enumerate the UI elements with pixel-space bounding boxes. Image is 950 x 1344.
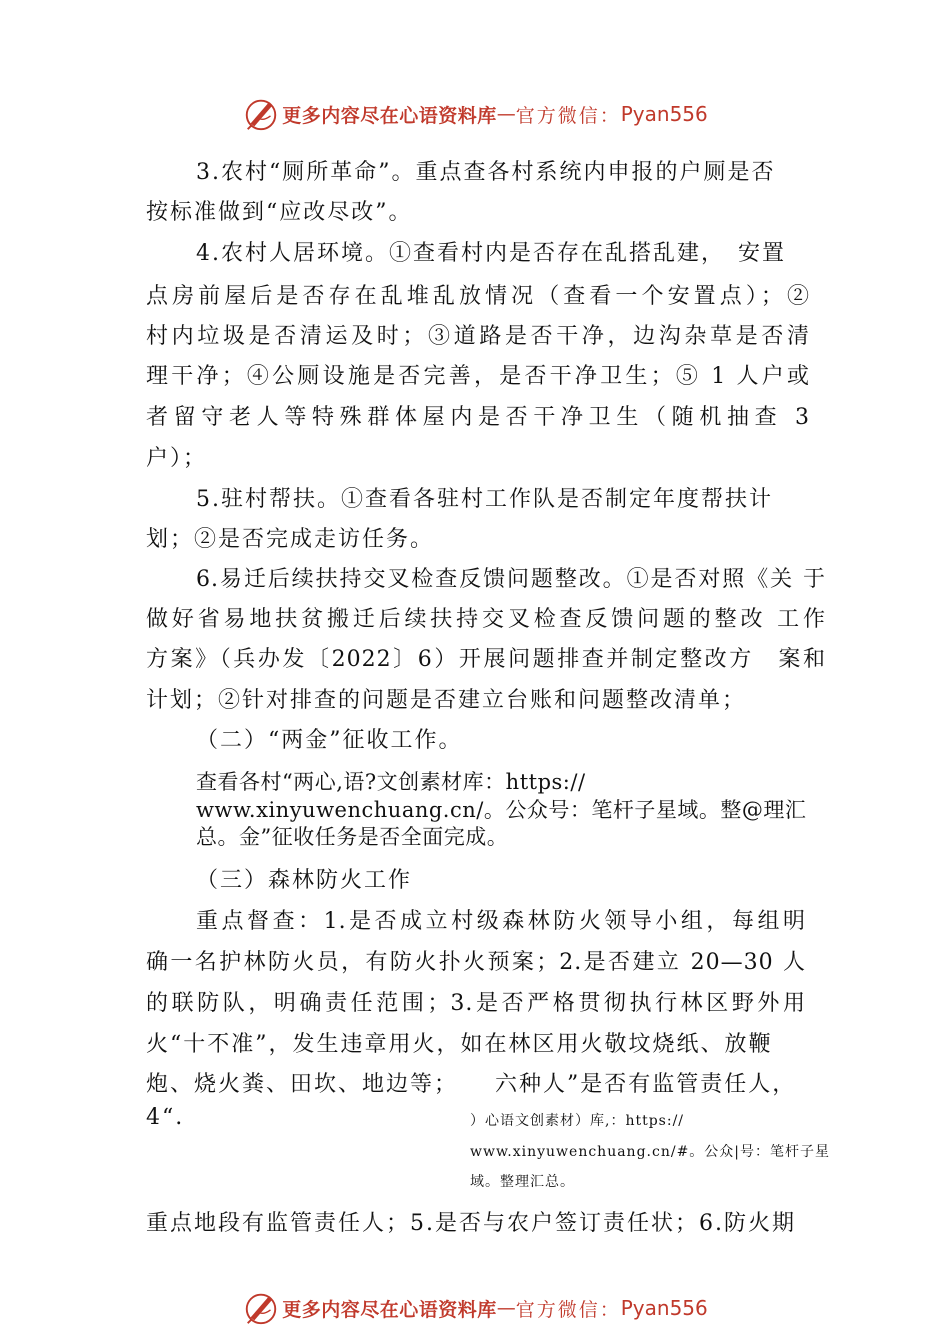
- body-line-20: 重点督查：1.是否成立村级森林防火领导小组，每组明: [196, 909, 806, 934]
- body-line-26: 重点地段有监管责任人；5.是否与农户签订责任状；6.防火期: [146, 1211, 796, 1236]
- note-line-3: 域。整理汇总。: [470, 1174, 575, 1190]
- body-line-10: 划；②是否完成走访任务。: [146, 527, 435, 552]
- note-line-1: ）心语文创素材）库,：https://: [470, 1113, 685, 1129]
- body-line-13: 方案》（兵办发〔2022〕6）开展问题排查并制定整改方 案和: [146, 647, 826, 672]
- section-heading-two: （二）“两金”征收工作。: [196, 728, 463, 753]
- body-line-16: 查看各村“两心,语?文创素材库：https://: [196, 770, 586, 794]
- body-line-7: 者留守老人等特殊群体屋内是否干净卫生（随机抽查 3: [146, 405, 810, 430]
- section-heading-three: （三）森林防火工作: [196, 868, 413, 893]
- pen-logo-icon: [242, 95, 280, 133]
- footer-title: 更多内容尽在心语资料库: [282, 1298, 497, 1321]
- header-title: 更多内容尽在心语资料库: [282, 104, 497, 127]
- body-line-23: 火“十不准”，发生违章用火，如在林区用火敬坟烧纸、放鞭: [146, 1032, 773, 1057]
- body-line-3: 4.农村人居环境。①查看村内是否存在乱搭乱建， 安置: [196, 241, 786, 266]
- footer-banner: [0, 1288, 950, 1328]
- body-line-5: 村内垃圾是否清运及时；③道路是否干净，边沟杂草是否清: [146, 324, 810, 349]
- body-line-25: 4“.: [146, 1105, 185, 1130]
- body-line-18: 总。金”征收任务是否全面完成。: [196, 825, 509, 849]
- note-line-2: www.xinyuwenchuang.cn/#。公众|号：笔杆子星: [470, 1144, 831, 1160]
- body-line-2: 按标准做到“应改尽改”。: [146, 200, 413, 225]
- body-line-1: 3.农村“厕所革命”。重点查各村系统内申报的户厕是否: [196, 160, 776, 185]
- body-line-9: 5.驻村帮扶。①查看各驻村工作队是否制定年度帮扶计: [196, 487, 773, 512]
- header-subtitle: 官方微信：: [515, 104, 621, 127]
- body-line-6: 理干净；④公厕设施是否完善，是否干净卫生；⑤ 1 人户或: [146, 364, 810, 389]
- footer-dash: —: [496, 1297, 516, 1319]
- body-line-4: 点房前屋后是否存在乱堆乱放情况（查看一个安置点）；②: [146, 284, 810, 309]
- body-line-11: 6.易迁后续扶持交叉检查反馈问题整改。①是否对照《关 于: [196, 567, 826, 592]
- pen-logo-icon: [242, 1289, 280, 1327]
- body-line-22: 的联防队，明确责任范围；3.是否严格贯彻执行林区野外用: [146, 991, 806, 1016]
- body-line-24: 炮、烧火粪、田坎、地边等； 六种人”是否有监管责任人，: [146, 1072, 797, 1097]
- body-line-12: 做好省易地扶贫搬迁后续扶持交叉检查反馈问题的整改 工作: [146, 607, 826, 632]
- body-line-8: 户）；: [146, 446, 208, 471]
- header-banner: [0, 94, 950, 134]
- footer-wechat-id: Pyan556: [620, 1296, 708, 1320]
- body-line-21: 确一名护林防火员，有防火扑火预案；2.是否建立 20—30 人: [146, 950, 806, 975]
- body-line-14: 计划；②针对排查的问题是否建立台账和问题整改清单；: [146, 688, 747, 713]
- header-wechat-id: Pyan556: [620, 102, 708, 126]
- footer-subtitle: 官方微信：: [515, 1298, 621, 1321]
- body-line-17: www.xinyuwenchuang.cn/。公众号：笔杆子星域。整@理汇: [196, 798, 807, 822]
- header-dash: —: [496, 103, 516, 125]
